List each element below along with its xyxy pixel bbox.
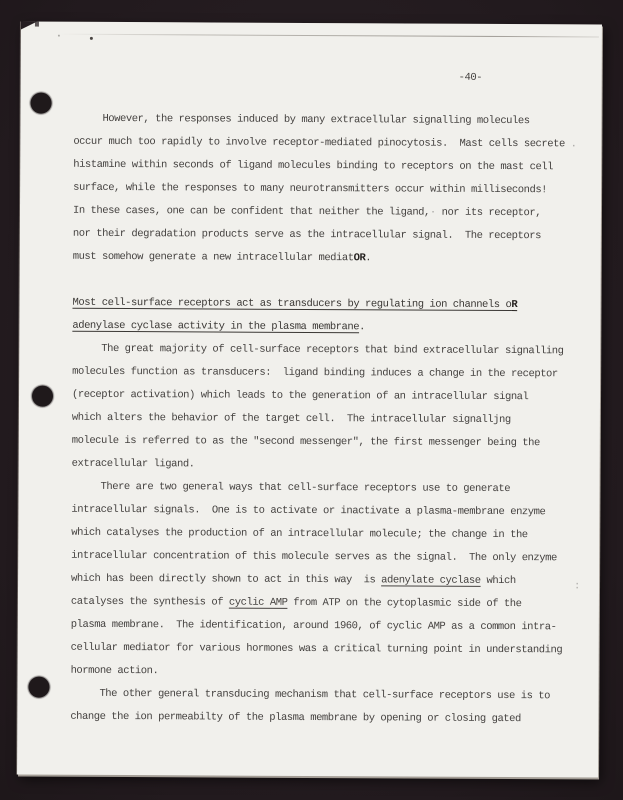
text-line xyxy=(73,200,585,226)
text-line xyxy=(70,683,582,709)
text-line xyxy=(71,614,583,640)
text-segment: In these cases, one can be confident that neither the ligand, xyxy=(72,204,430,219)
text-line xyxy=(73,131,585,157)
text-line xyxy=(72,407,584,433)
text-segment: plasma membrane. The identification, around 1960, of cyclic AMP as a common intra- xyxy=(70,618,557,634)
page-number: -40- xyxy=(458,71,483,84)
text-segment: hormone action. xyxy=(70,664,159,678)
text-segment: . xyxy=(359,321,365,334)
text-segment: The great majority of cell-surface receptors that bind extracellular signalling xyxy=(101,342,564,358)
text-line xyxy=(71,568,583,594)
text-segment: molecule is referred to as the "second messenger", the first messenger being the xyxy=(71,434,540,450)
hole-punch-middle xyxy=(32,386,53,407)
text-line xyxy=(72,453,584,479)
text-segment: Most cell-surface receptors act as transducers by regulating ion channels o xyxy=(72,296,512,312)
text-segment: nor its receptor, xyxy=(435,206,542,220)
hole-punch-bottom xyxy=(28,677,49,698)
text-segment: catalyses the synthesis of xyxy=(70,595,229,609)
text-line xyxy=(73,177,585,203)
text-segment: surface, while the responses to many neurotransmitters occur within milliseconds! xyxy=(73,181,548,197)
scan-speck xyxy=(90,37,93,40)
text-segment: must somehow generate a new intracellular mediat xyxy=(72,250,354,265)
text-segment: change the ion permeabilty of the plasma membrane by opening or closing gated xyxy=(70,710,521,726)
text-line xyxy=(71,660,583,686)
text-line xyxy=(72,338,584,364)
text-segment: which catalyses the production of an intracellular molecule; the change in the xyxy=(71,526,528,542)
text-line xyxy=(71,545,583,571)
text-segment: intracellular concentration of this molecule serves as the signal. The only enzyme xyxy=(71,549,557,565)
text-line xyxy=(71,499,583,525)
text-segment: cyclic AMP xyxy=(228,596,288,609)
scan-stray-mark: : xyxy=(573,580,581,593)
text-segment: extracellular ligand. xyxy=(71,457,195,471)
text-segment: OR xyxy=(353,252,366,265)
text-line xyxy=(72,430,584,456)
text-segment: occur much too rapidly to involve receptor-mediated pinocytosis. Mast cells secrete xyxy=(73,135,565,151)
text-segment: R xyxy=(511,299,518,312)
text-segment: adenylate cyclase xyxy=(381,574,481,587)
text-segment: There are two general ways that cell-surface receptors use to generate xyxy=(100,480,511,496)
heading-line xyxy=(72,315,584,341)
scan-speck xyxy=(58,35,60,37)
text-line xyxy=(71,522,583,548)
blank-line xyxy=(73,269,585,295)
text-line xyxy=(71,476,583,502)
text-segment: The other general transducing mechanism that cell-surface receptors use is to xyxy=(99,687,551,703)
text-segment: (receptor activation) which leads to the generation of an intracellular signal xyxy=(71,388,529,404)
text-segment: cellular mediator for various hormones was a critical turning point in understanding xyxy=(70,641,563,657)
text-line xyxy=(72,361,584,387)
heading-line xyxy=(72,292,584,318)
text-line xyxy=(71,591,583,617)
text-segment: · xyxy=(429,206,436,219)
scan-artifact-line xyxy=(59,34,599,38)
text-segment: intracellular signals. One is to activate or inactivate a plasma-membrane enzyme xyxy=(71,503,546,519)
text-segment: from ATP on the cytoplasmic side of the xyxy=(287,596,522,611)
text-line xyxy=(70,706,582,732)
text-line xyxy=(73,108,585,134)
document-page xyxy=(17,21,602,777)
text-line xyxy=(71,637,583,663)
text-segment: which has been directly shown to act in this way is xyxy=(71,572,382,587)
text-segment: However, the responses induced by many extracellular signalling molecules xyxy=(102,112,530,128)
text-segment: histamine within seconds of ligand molecules binding to receptors on the mast cell xyxy=(73,158,554,174)
text-line xyxy=(73,246,585,272)
text-line xyxy=(73,154,585,180)
text-line xyxy=(73,223,585,249)
text-segment: which alters the behavior of the target cell. The intracellular signalljng xyxy=(71,411,511,427)
page-text xyxy=(70,108,585,732)
page-corner-tab xyxy=(35,22,39,27)
text-segment: nor their degradation products serve as the intracellular signal. The receptors xyxy=(72,227,541,243)
text-segment: . xyxy=(564,138,577,151)
text-line xyxy=(72,384,584,410)
text-segment: molecules function as transducers: ligand binding induces a change in the receptor xyxy=(72,365,558,381)
hole-punch-top xyxy=(30,93,51,114)
text-segment: . xyxy=(365,252,372,265)
text-segment: which xyxy=(480,574,516,588)
text-segment: adenylase cyclase activity in the plasma membrane xyxy=(72,319,360,334)
